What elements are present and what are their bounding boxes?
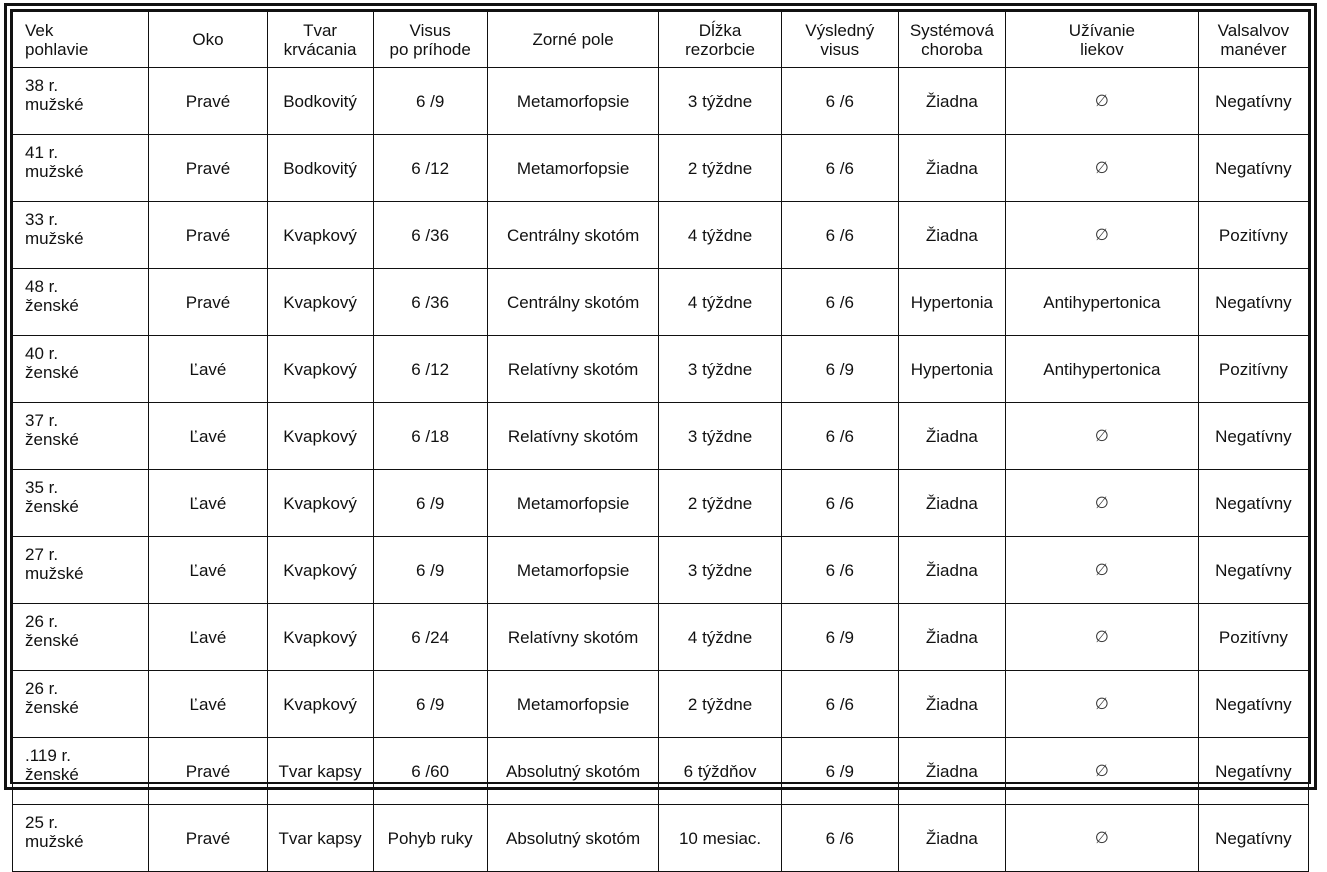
cell-valsalva: Pozitívny — [1198, 336, 1308, 403]
cell-shape: Kvapkový — [267, 202, 373, 269]
table-row — [13, 738, 1309, 805]
cell-visus-after: 6 /60 — [373, 738, 487, 805]
cell-sex: mužské — [25, 229, 84, 248]
cell-age: 37 r. — [25, 411, 59, 430]
table-row — [13, 135, 1309, 202]
cell-meds: Antihypertonica — [1005, 269, 1198, 336]
cell-disease: Hypertonia — [898, 336, 1005, 403]
cell-disease: Žiadna — [898, 805, 1005, 872]
header-line: rezorbcie — [685, 39, 756, 59]
header-disease — [898, 12, 1005, 68]
header-line: Visus — [409, 20, 451, 40]
cell-resorption: 2 týždne — [659, 671, 781, 738]
cell-visus-after: 6 /18 — [373, 403, 487, 470]
cell-final-visus: 6 /6 — [781, 805, 898, 872]
cell-eye: Ľavé — [149, 671, 267, 738]
cell-age-sex — [13, 738, 149, 805]
cell-sex: mužské — [25, 95, 84, 114]
cell-age: 48 r. — [25, 277, 59, 296]
cell-final-visus: 6 /6 — [781, 68, 898, 135]
cell-meds: ∅ — [1005, 738, 1198, 805]
header-line: choroba — [921, 39, 983, 59]
cell-final-visus: 6 /9 — [781, 738, 898, 805]
cell-final-visus: 6 /6 — [781, 403, 898, 470]
header-line: liekov — [1080, 39, 1124, 59]
cell-eye: Ľavé — [149, 336, 267, 403]
cell-meds: ∅ — [1005, 68, 1198, 135]
cell-age: 26 r. — [25, 679, 59, 698]
cell-shape: Tvar kapsy — [267, 805, 373, 872]
cell-resorption: 10 mesiac. — [659, 805, 781, 872]
cell-shape: Bodkovitý — [267, 68, 373, 135]
cell-field: Centrálny skotóm — [487, 269, 659, 336]
cell-field: Metamorfopsie — [487, 68, 659, 135]
cell-field: Metamorfopsie — [487, 671, 659, 738]
cell-sex: mužské — [25, 832, 84, 851]
cell-field: Metamorfopsie — [487, 135, 659, 202]
cell-age: 38 r. — [25, 76, 59, 95]
header-final-visus — [781, 12, 898, 68]
cell-eye: Pravé — [149, 135, 267, 202]
cell-final-visus: 6 /6 — [781, 537, 898, 604]
cell-resorption: 4 týždne — [659, 604, 781, 671]
table-header — [13, 12, 1309, 68]
table-row — [13, 604, 1309, 671]
cell-resorption: 2 týždne — [659, 470, 781, 537]
cell-eye: Ľavé — [149, 470, 267, 537]
table-row — [13, 202, 1309, 269]
cell-sex: ženské — [25, 698, 79, 717]
cell-disease: Žiadna — [898, 604, 1005, 671]
cell-meds: ∅ — [1005, 805, 1198, 872]
header-meds — [1005, 12, 1198, 68]
header-line: Tvar — [303, 20, 338, 40]
cell-field: Metamorfopsie — [487, 470, 659, 537]
cell-disease: Žiadna — [898, 68, 1005, 135]
cell-valsalva: Negatívny — [1198, 135, 1308, 202]
cell-field: Absolutný skotóm — [487, 738, 659, 805]
cell-resorption: 3 týždne — [659, 336, 781, 403]
cell-age: 25 r. — [25, 813, 59, 832]
cell-age-sex — [13, 403, 149, 470]
cell-field: Centrálny skotóm — [487, 202, 659, 269]
cell-sex: ženské — [25, 497, 79, 516]
table-frame — [4, 3, 1317, 851]
table-row — [13, 269, 1309, 336]
cell-meds: ∅ — [1005, 135, 1198, 202]
cell-resorption: 4 týždne — [659, 269, 781, 336]
cell-final-visus: 6 /6 — [781, 671, 898, 738]
cell-resorption: 3 týždne — [659, 403, 781, 470]
cell-visus-after: 6 /9 — [373, 671, 487, 738]
header-line: visus — [820, 39, 860, 59]
header-line: pohlavie — [25, 39, 89, 59]
cell-valsalva: Negatívny — [1198, 68, 1308, 135]
cell-meds: ∅ — [1005, 671, 1198, 738]
cell-age-sex — [13, 135, 149, 202]
table-row — [13, 470, 1309, 537]
cell-resorption: 2 týždne — [659, 135, 781, 202]
cell-eye: Pravé — [149, 269, 267, 336]
cell-eye: Ľavé — [149, 537, 267, 604]
header-line: po príhode — [389, 39, 471, 59]
cell-valsalva: Negatívny — [1198, 470, 1308, 537]
cell-age-sex — [13, 336, 149, 403]
cell-valsalva: Negatívny — [1198, 805, 1308, 872]
cell-disease: Hypertonia — [898, 269, 1005, 336]
cell-resorption: 3 týždne — [659, 68, 781, 135]
cell-resorption: 3 týždne — [659, 537, 781, 604]
header-line: Výsledný — [805, 20, 875, 40]
cell-sex: mužské — [25, 162, 84, 181]
table-row — [13, 805, 1309, 872]
header-row — [13, 12, 1309, 68]
header-field — [487, 12, 659, 68]
cell-shape: Kvapkový — [267, 336, 373, 403]
cell-age: 40 r. — [25, 344, 59, 363]
cell-disease: Žiadna — [898, 135, 1005, 202]
table-inner-border — [10, 9, 1311, 851]
cell-resorption: 4 týždne — [659, 202, 781, 269]
cell-sex: ženské — [25, 363, 79, 382]
header-line: krvácania — [283, 39, 357, 59]
data-table — [12, 11, 1309, 872]
cell-age: 27 r. — [25, 545, 59, 564]
cell-eye: Pravé — [149, 202, 267, 269]
cell-eye: Pravé — [149, 68, 267, 135]
table-row — [13, 537, 1309, 604]
cell-final-visus: 6 /9 — [781, 336, 898, 403]
table-row — [13, 403, 1309, 470]
cell-field: Relatívny skotóm — [487, 604, 659, 671]
cell-age-sex — [13, 537, 149, 604]
cell-disease: Žiadna — [898, 537, 1005, 604]
cell-valsalva: Negatívny — [1198, 671, 1308, 738]
cell-sex: ženské — [25, 765, 79, 784]
cell-eye: Ľavé — [149, 403, 267, 470]
cell-shape: Tvar kapsy — [267, 738, 373, 805]
cell-age: 35 r. — [25, 478, 59, 497]
cell-field: Absolutný skotóm — [487, 805, 659, 872]
header-age-sex — [13, 12, 149, 68]
cell-disease: Žiadna — [898, 202, 1005, 269]
cell-final-visus: 6 /9 — [781, 604, 898, 671]
cell-visus-after: 6 /9 — [373, 68, 487, 135]
cell-final-visus: 6 /6 — [781, 135, 898, 202]
cell-age-sex — [13, 202, 149, 269]
cell-shape: Kvapkový — [267, 537, 373, 604]
cell-visus-after: 6 /9 — [373, 470, 487, 537]
cell-visus-after: 6 /12 — [373, 336, 487, 403]
cell-meds: ∅ — [1005, 470, 1198, 537]
header-line: Systémová — [909, 20, 994, 40]
cell-shape: Kvapkový — [267, 470, 373, 537]
header-visus-after — [373, 12, 487, 68]
header-line: Dĺžka — [698, 20, 742, 40]
cell-meds: ∅ — [1005, 202, 1198, 269]
cell-field: Relatívny skotóm — [487, 336, 659, 403]
cell-disease: Žiadna — [898, 470, 1005, 537]
cell-visus-after: Pohyb ruky — [373, 805, 487, 872]
cell-eye: Pravé — [149, 738, 267, 805]
cell-visus-after: 6 /36 — [373, 202, 487, 269]
cell-shape: Bodkovitý — [267, 135, 373, 202]
cell-sex: ženské — [25, 296, 79, 315]
cell-age-sex — [13, 68, 149, 135]
header-line: Užívanie — [1068, 20, 1135, 40]
cell-field: Metamorfopsie — [487, 537, 659, 604]
header-valsalva — [1198, 12, 1308, 68]
header-line: Valsalvov — [1217, 20, 1290, 40]
cell-valsalva: Negatívny — [1198, 403, 1308, 470]
cell-shape: Kvapkový — [267, 671, 373, 738]
cell-valsalva: Pozitívny — [1198, 202, 1308, 269]
cell-age: 41 r. — [25, 143, 59, 162]
cell-eye: Pravé — [149, 805, 267, 872]
cell-final-visus: 6 /6 — [781, 202, 898, 269]
cell-shape: Kvapkový — [267, 269, 373, 336]
cell-disease: Žiadna — [898, 738, 1005, 805]
header-line: Vek — [25, 20, 54, 40]
cell-valsalva: Negatívny — [1198, 269, 1308, 336]
cell-age-sex — [13, 805, 149, 872]
cell-eye: Ľavé — [149, 604, 267, 671]
table-row — [13, 336, 1309, 403]
cell-visus-after: 6 /36 — [373, 269, 487, 336]
cell-age-sex — [13, 671, 149, 738]
cell-visus-after: 6 /12 — [373, 135, 487, 202]
cell-valsalva: Negatívny — [1198, 537, 1308, 604]
cell-visus-after: 6 /9 — [373, 537, 487, 604]
cell-meds: ∅ — [1005, 403, 1198, 470]
cell-age: .119 r. — [25, 746, 71, 765]
table-body — [13, 68, 1309, 872]
cell-meds: Antihypertonica — [1005, 336, 1198, 403]
cell-age-sex — [13, 470, 149, 537]
cell-age-sex — [13, 269, 149, 336]
cell-age: 26 r. — [25, 612, 59, 631]
cell-valsalva: Negatívny — [1198, 738, 1308, 805]
cell-final-visus: 6 /6 — [781, 470, 898, 537]
header-resorption — [659, 12, 781, 68]
cell-shape: Kvapkový — [267, 403, 373, 470]
header-line: Zorné pole — [532, 30, 614, 49]
cell-field: Relatívny skotóm — [487, 403, 659, 470]
cell-sex: mužské — [25, 564, 84, 583]
cell-meds: ∅ — [1005, 604, 1198, 671]
cell-disease: Žiadna — [898, 403, 1005, 470]
cell-sex: ženské — [25, 430, 79, 449]
cell-meds: ∅ — [1005, 537, 1198, 604]
table-row — [13, 671, 1309, 738]
header-shape — [267, 12, 373, 68]
cell-disease: Žiadna — [898, 671, 1005, 738]
header-line: manéver — [1220, 39, 1287, 59]
cell-visus-after: 6 /24 — [373, 604, 487, 671]
table-row — [13, 68, 1309, 135]
header-eye — [149, 12, 267, 68]
cell-age: 33 r. — [25, 210, 59, 229]
cell-final-visus: 6 /6 — [781, 269, 898, 336]
header-line: Oko — [192, 30, 224, 49]
cell-sex: ženské — [25, 631, 79, 650]
cell-resorption: 6 týždňov — [659, 738, 781, 805]
cell-age-sex — [13, 604, 149, 671]
cell-shape: Kvapkový — [267, 604, 373, 671]
cell-valsalva: Pozitívny — [1198, 604, 1308, 671]
